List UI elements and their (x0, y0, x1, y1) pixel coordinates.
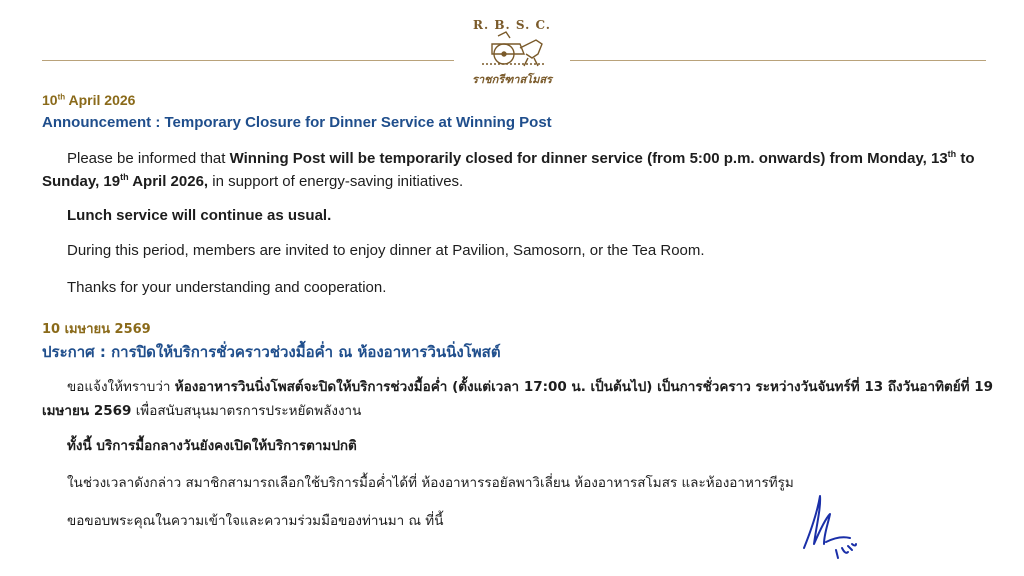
english-paragraph-4: Thanks for your understanding and cooperation. (67, 279, 387, 296)
english-p1-b: Winning Post will be temporarily closed for dinner service (from 5:00 p.m. onwards) from Monday, 13 (229, 150, 948, 167)
thai-title: ประกาศ : การปิดให้บริการชั่วคราวช่วงมื้อค่ำ ณ ห้องอาหารวินนิ่งโพสต์ (42, 343, 501, 361)
club-logo (462, 14, 562, 92)
thai-paragraph-2 (42, 435, 1004, 458)
english-p1-c: to Sunday, 19 (42, 150, 975, 190)
english-p1-a: Please be informed that (67, 150, 230, 167)
thai-p1-b: ห้องอาหารวินนิ่งโพสต์จะปิดให้บริการช่วงมื้อค่ำ (ตั้งแต่เวลา 17:00 น. เป็นต้นไป) เป็นการชั่วคราว ระหว่างวันจันทร์ที่ 13 ถึงวันอาทิตย์ที่ 19 เมษายน 2569 (42, 379, 994, 419)
thai-paragraph-3: ในช่วงเวลาดังกล่าว สมาชิกสามารถเลือกใช้บริการมื้อค่ำได้ที่ ห้องอาหารรอยัลพาวิเลี่ยน ห้องอาหารสโมสร และห้องอาหารทีรูม (67, 475, 794, 491)
thai-date: 10 เมษายน 2569 (42, 322, 151, 337)
handwritten-signature (790, 488, 870, 568)
logo-bottom-text: ราชกรีฑาสโมสร (472, 73, 552, 86)
english-p2: Lunch service will continue as usual. (67, 207, 332, 224)
english-date-day: 10 (42, 92, 58, 108)
english-date-suffix: th (57, 92, 66, 102)
english-p1-d: April 2026, (128, 173, 209, 190)
thai-p2: ทั้งนี้ บริการมื้อกลางวันยังคงเปิดให้บริการตามปกติ (67, 438, 357, 454)
logo-top-text: R. B. S. C. (473, 18, 551, 32)
thai-p1-c: เพื่อสนับสนุนมาตรการประหยัดพลังงาน (131, 403, 362, 419)
header-rule-left (42, 60, 454, 61)
header-rule-right (570, 60, 986, 61)
english-date-rest: April 2026 (65, 92, 136, 108)
english-paragraph-3: During this period, members are invited to enjoy dinner at Pavilion, Samosorn, or the Tea Room. (67, 242, 705, 259)
english-p1-c-sup: th (120, 172, 129, 182)
thai-p1-a: ขอแจ้งให้ทราบว่า (67, 379, 175, 395)
english-title: Announcement : Temporary Closure for Dinner Service at Winning Post (42, 114, 552, 131)
english-paragraph-2 (42, 204, 1004, 227)
english-p1-e: in support of energy-saving initiatives. (208, 173, 464, 190)
english-paragraph-1 (42, 147, 1004, 193)
english-date (42, 92, 135, 108)
thai-paragraph-4: ขอขอบพระคุณในความเข้าใจและความร่วมมือของท่านมา ณ ที่นี้ (67, 513, 444, 529)
thai-paragraph-1 (42, 375, 1004, 423)
english-p1-b-sup: th (947, 149, 957, 159)
